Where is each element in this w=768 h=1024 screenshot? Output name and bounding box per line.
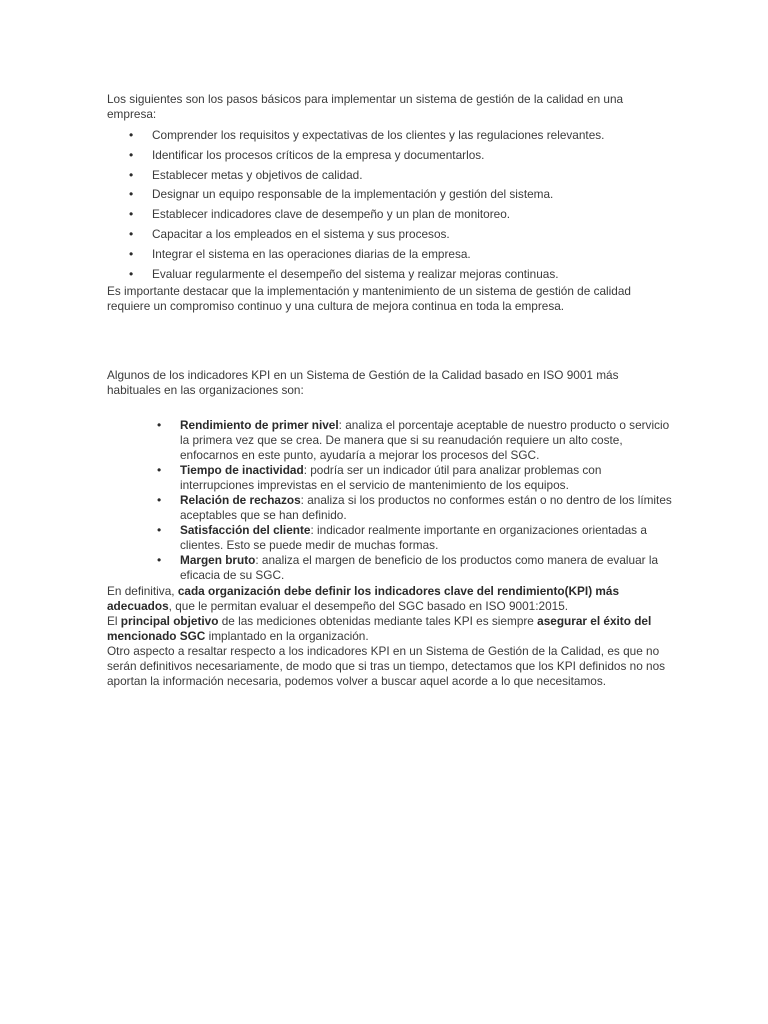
bold-text-run: cada organización debe definir los indicadores clave del rendimiento(KPI) más adecuados xyxy=(107,584,620,613)
kpi-term: Rendimiento de primer nivel xyxy=(180,418,339,432)
text-run: implantado en la organización. xyxy=(205,629,369,643)
list-item: • Identificar los procesos críticos de la empresa y documentarlos. xyxy=(152,146,667,166)
kpi-intro-paragraph: Algunos de los indicadores KPI en un Sistema de Gestión de la Calidad basado en ISO 9001 más habituales en las organizaciones son: xyxy=(107,368,619,397)
section-kpi xyxy=(107,368,667,398)
bold-text-run: principal objetivo xyxy=(120,614,219,628)
kpi-description: : analiza el porcentaje aceptable de nuestro producto o servicio la primera vez que se crea. De manera que si su reanudación requiere un alto coste, enfocarnos en este punto, ayudaría a mejorar los procesos del SGC. xyxy=(180,418,670,462)
list-item xyxy=(180,493,672,523)
list-item xyxy=(180,418,672,463)
text-run: En definitiva, xyxy=(107,584,178,598)
kpi-term: Satisfacción del cliente xyxy=(180,523,311,537)
list-item: • Establecer indicadores clave de desempeño y un plan de monitoreo. xyxy=(152,205,667,225)
steps-list xyxy=(107,126,667,284)
kpi-list xyxy=(107,418,672,583)
list-item: • Evaluar regularmente el desempeño del sistema y realizar mejoras continuas. xyxy=(152,265,667,285)
section-kpi-list xyxy=(107,418,672,583)
list-item: • Integrar el sistema en las operaciones diarias de la empresa. xyxy=(152,245,667,265)
kpi-term: Relación de rechazos xyxy=(180,493,301,507)
text-run: , que le permitan evaluar el desempeño del SGC basado en ISO 9001:2015. xyxy=(168,599,569,613)
intro-paragraph: Los siguientes son los pasos básicos para implementar un sistema de gestión de la calidad en una empresa: xyxy=(107,92,624,121)
closing-paragraph-otro-aspecto: Otro aspecto a resaltar respecto a los indicadores KPI en un Sistema de Gestión de la Calidad, es que no serán definitivos necesariamente, de modo que si tras un tiempo, detectamos que los KPI definidos no nos aportan la información necesaria, podemos volver a buscar aquel acorde a lo que necesitamos. xyxy=(107,644,666,688)
list-item xyxy=(180,523,672,553)
kpi-description: : analiza el margen de beneficio de los productos como manera de evaluar la eficacia de su SGC. xyxy=(180,553,659,582)
text-run: de las mediciones obtenidas mediante tales KPI es siempre xyxy=(218,614,538,628)
conclusion-paragraph: Es importante destacar que la implementación y mantenimiento de un sistema de gestión de calidad requiere un compromiso continuo y una cultura de mejora continua en toda la empresa. xyxy=(107,284,631,314)
kpi-description: : podría ser un indicador útil para analizar problemas con interrupciones imprevistas en el servicio de mantenimiento de los equipos. xyxy=(180,463,602,492)
section-kpi-closing xyxy=(107,584,667,689)
kpi-description: : indicador realmente importante en organizaciones orientadas a clientes. Esto se puede medir de muchas formas. xyxy=(180,523,647,552)
closing-paragraph-definitiva xyxy=(107,584,667,614)
closing-paragraph-objetivo xyxy=(107,614,667,644)
list-item: • Establecer metas y objetivos de calidad. xyxy=(152,166,667,186)
text-run: El xyxy=(107,614,121,628)
bold-text-run: asegurar el éxito del mencionado SGC xyxy=(107,614,652,643)
list-item xyxy=(180,553,672,583)
kpi-description: : analiza si los productos no conformes están o no dentro de los límites aceptables que se han definido. xyxy=(180,493,672,522)
kpi-term: Tiempo de inactividad xyxy=(180,463,304,477)
list-item: • Comprender los requisitos y expectativas de los clientes y las regulaciones relevantes. xyxy=(152,126,667,146)
section-implementation-steps xyxy=(107,92,667,314)
list-item: • Capacitar a los empleados en el sistema y sus procesos. xyxy=(152,225,667,245)
list-item: • Designar un equipo responsable de la implementación y gestión del sistema. xyxy=(152,185,667,205)
kpi-term: Margen bruto xyxy=(180,553,256,567)
list-item xyxy=(180,463,672,493)
